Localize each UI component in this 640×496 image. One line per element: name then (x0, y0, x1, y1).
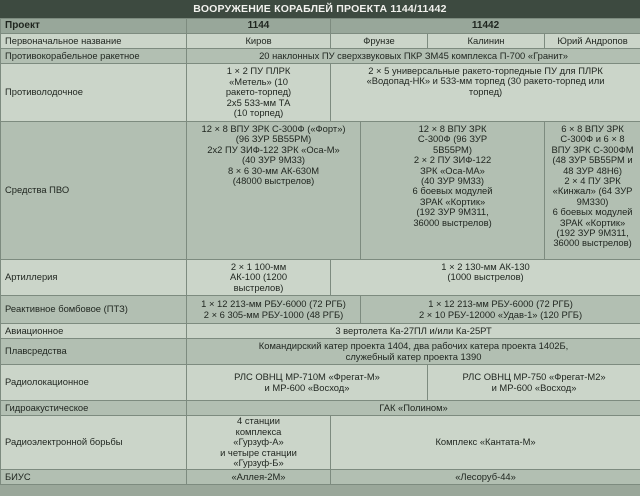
cell-antiship: 20 наклонных ПУ сверхзвуковых ПКР ЗМ45 комплекса П-700 «Гранит» (187, 49, 640, 64)
header-11442: 11442 (331, 19, 640, 34)
row-label: Противолодочное (1, 64, 187, 122)
cell-radar-right: РЛС ОВНЦ МР-750 «Фрегат-М2» и МР-600 «Восход» (428, 365, 640, 401)
row-rbu (1, 296, 640, 324)
row-label: Реактивное бомбовое (ПТЗ) (1, 296, 187, 324)
row-name (1, 34, 640, 49)
row-boats (1, 339, 640, 365)
cell-rbu-11442: 1 × 12 213-мм РБУ-6000 (72 РГБ) 2 × 10 РБУ-12000 «Удав-1» (120 РГБ) (361, 296, 640, 324)
row-label: Первоначальное название (1, 34, 187, 49)
row-radar (1, 365, 640, 401)
row-artillery (1, 260, 640, 296)
cell-asw-11442: 2 × 5 универсальные ракето-торпедные ПУ для ПЛРК «Водопад-НК» и 533-мм торпед (30 ракето-торпед или торпед) (331, 64, 640, 122)
row-label: Радиоэлектронной борьбы (1, 416, 187, 470)
cell-ew-1144: 4 станции комплекса «Гурзуф-А» и четыре станции «Гурзуф-Б» (187, 416, 331, 470)
row-sonar (1, 401, 640, 416)
cell-kalinin: Калинин (428, 34, 545, 49)
row-label: Радиолокационное (1, 365, 187, 401)
row-label: Плавсредства (1, 339, 187, 365)
cell-bius-11442: «Лесоруб-44» (331, 470, 640, 485)
row-aviation (1, 324, 640, 339)
cell-bius-1144: «Аллея-2М» (187, 470, 331, 485)
row-label: Авиационное (1, 324, 187, 339)
row-label: Артиллерия (1, 260, 187, 296)
row-asw (1, 64, 640, 122)
header-label: Проект (1, 19, 187, 34)
armament-table (0, 18, 640, 485)
cell-artillery-1144: 2 × 1 100-мм АК-100 (1200 выстрелов) (187, 260, 331, 296)
row-label: Гидроакустическое (1, 401, 187, 416)
cell-rbu-1144: 1 × 12 213-мм РБУ-6000 (72 РГБ) 2 × 6 305-мм РБУ-1000 (48 РГБ) (187, 296, 361, 324)
table-title: ВООРУЖЕНИЕ КОРАБЛЕЙ ПРОЕКТА 1144/11442 (0, 0, 640, 18)
header-row (1, 19, 640, 34)
header-1144: 1144 (187, 19, 331, 34)
cell-aviation: 3 вертолета Ка-27ПЛ и/или Ка-25РТ (187, 324, 640, 339)
cell-kirov: Киров (187, 34, 331, 49)
cell-andropov: Юрий Андропов (545, 34, 640, 49)
cell-aa-11442-a: 12 × 8 ВПУ ЗРК С-300Ф (96 ЗУР 5В55РМ) 2 × 2 ПУ ЗИФ-122 ЗРК «Оса-МА» (40 ЗУР 9М33) 6 боевых модулей ЗРАК «Кортик» (192 ЗУР 9М311, 36000 выстрелов) (361, 122, 545, 260)
cell-radar-left: РЛС ОВНЦ МР-710М «Фрегат-М» и МР-600 «Восход» (187, 365, 428, 401)
cell-ew-11442: Комплекс «Кантата-М» (331, 416, 640, 470)
cell-sonar: ГАК «Полином» (187, 401, 640, 416)
cell-asw-1144: 1 × 2 ПУ ПЛРК «Метель» (10 ракето-торпед) 2х5 533-мм ТА (10 торпед) (187, 64, 331, 122)
row-aa (1, 122, 640, 260)
row-label: Средства ПВО (1, 122, 187, 260)
cell-artillery-11442: 1 × 2 130-мм АК-130 (1000 выстрелов) (331, 260, 640, 296)
cell-aa-11442-b: 6 × 8 ВПУ ЗРК С-300Ф и 6 × 8 ВПУ ЗРК С-300ФМ (48 ЗУР 5В55РМ и 48 ЗУР 48Н6) 2 × 4 ПУ ЗРК «Кинжал» (64 ЗУР 9М330) 6 боевых модулей ЗРАК «Кортик» (192 ЗУР 9М311, 36000 выстрелов) (545, 122, 640, 260)
row-ew (1, 416, 640, 470)
row-bius (1, 470, 640, 485)
cell-frunze: Фрунзе (331, 34, 428, 49)
cell-aa-1144: 12 × 8 ВПУ ЗРК С-300Ф («Форт») (96 ЗУР 5В55РМ) 2х2 ПУ ЗИФ-122 ЗРК «Оса-М» (40 ЗУР 9М33) 8 × 6 30-мм АК-630М (48000 выстрелов) (187, 122, 361, 260)
row-label: БИУС (1, 470, 187, 485)
row-label: Противокорабельное ракетное (1, 49, 187, 64)
cell-boats: Командирский катер проекта 1404, два рабочих катера проекта 1402Б, служебный катер проекта 1390 (187, 339, 640, 365)
row-antiship (1, 49, 640, 64)
